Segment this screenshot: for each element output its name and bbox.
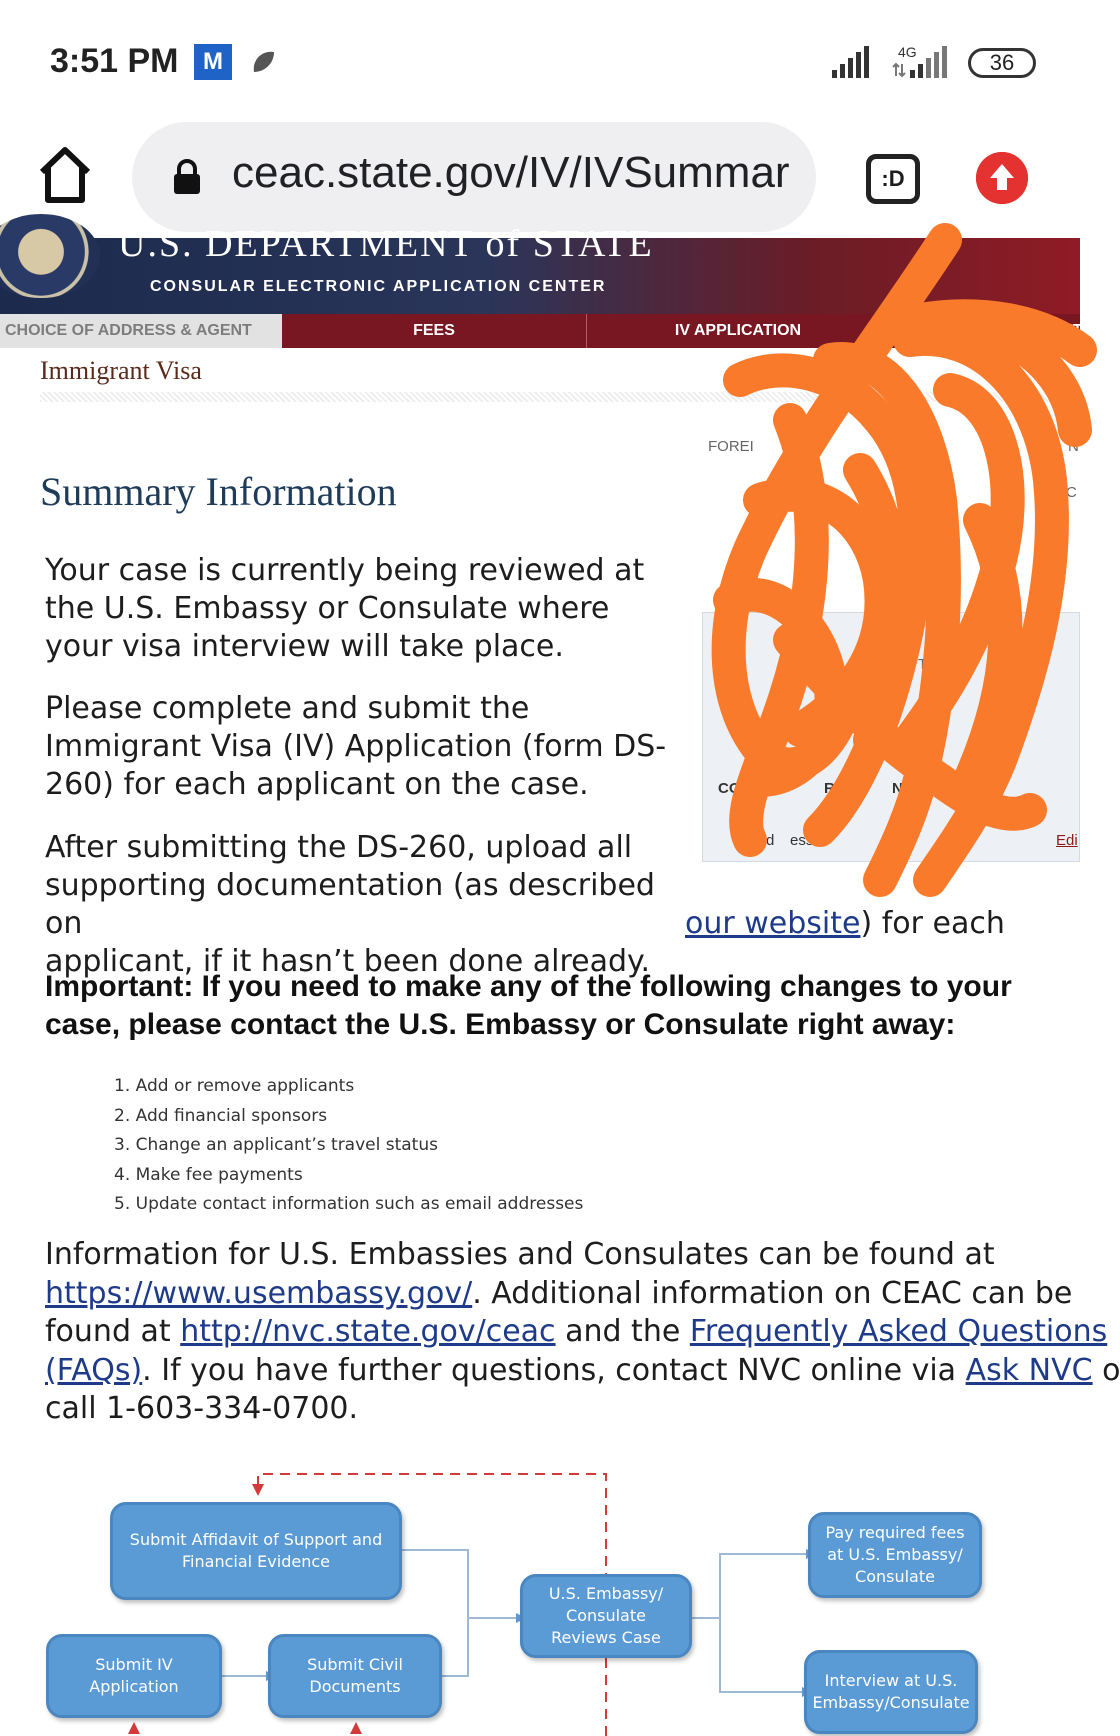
list-item: 2. Add financial sponsors xyxy=(114,1105,328,1126)
flow-box-interview: Interview at U.S. Embassy/Consulate xyxy=(804,1650,978,1734)
flow-box-submit-iv: Submit IV Application xyxy=(46,1634,222,1718)
department-title: U.S. DEPARTMENT of STATE xyxy=(118,223,654,265)
edit-link[interactable]: Edi xyxy=(1056,832,1078,849)
info-line: found at http://nvc.state.gov/ceac and the Frequently Asked Questions xyxy=(45,1314,1108,1349)
usembassy-link[interactable]: https://www.usembassy.gov/ xyxy=(45,1275,473,1311)
side-fragment: TO xyxy=(918,656,939,673)
important-notice: Important: If you need to make any of the following changes to your case, please contact the U.S. Embassy or Consulate right away: xyxy=(45,970,1012,1041)
info-paragraph xyxy=(45,1236,1120,1429)
our-website-link[interactable]: our website xyxy=(685,906,861,941)
ask-nvc-link[interactable]: Ask NVC xyxy=(965,1352,1093,1388)
redaction-scribble xyxy=(680,220,1083,920)
tab-switcher-icon[interactable]: :D xyxy=(866,154,920,204)
lock-icon xyxy=(172,158,202,196)
process-flowchart xyxy=(0,1450,1080,1736)
side-fragment: d xyxy=(766,832,775,849)
changes-list xyxy=(114,1072,583,1220)
para3-text-a: After submitting the DS-260, upload all supporting documentation (as described on xyxy=(45,830,655,941)
info-line: Information for U.S. Embassies and Consulates can be found at xyxy=(45,1237,995,1272)
status-bar xyxy=(0,0,1080,118)
leaf-icon xyxy=(250,48,276,76)
info-line: (FAQs). If you have further questions, contact NVC online via Ask NVC o xyxy=(45,1352,1120,1388)
page-title: Summary Information xyxy=(40,469,397,514)
faq-link[interactable]: Frequently Asked Questions xyxy=(689,1314,1108,1349)
flow-box-consulate-review: U.S. Embassy/ Consulate Reviews Case xyxy=(520,1574,692,1658)
battery-indicator: 36 xyxy=(968,48,1036,78)
info-line: https://www.usembassy.gov/. Additional information on CEAC can be xyxy=(45,1275,1073,1311)
list-item: 4. Make fee payments xyxy=(114,1164,303,1185)
side-fragment: CO xyxy=(718,780,741,797)
info-line: call 1-603-334-0700. xyxy=(45,1391,359,1426)
section-label: Immigrant Visa xyxy=(40,356,202,385)
nav-fees[interactable]: FEES xyxy=(413,322,455,339)
para3-text-b: ) for each applicant, if it hasn’t been done already. xyxy=(45,906,1005,979)
side-fragment: esses xyxy=(790,832,830,849)
home-icon[interactable] xyxy=(38,146,92,204)
flow-box-civil-documents: Submit Civil Documents xyxy=(268,1634,442,1718)
status-time: 3:51 PM xyxy=(50,42,179,80)
side-fragment: FOREI xyxy=(708,438,754,455)
department-subtitle: CONSULAR ELECTRONIC APPLICATION CENTER xyxy=(150,278,607,295)
flow-box-affidavit: Submit Affidavit of Support and Financial Evidence xyxy=(110,1502,402,1600)
nav-choice-of-address[interactable]: CHOICE OF ADDRESS & AGENT xyxy=(0,314,282,348)
summary-paragraph-1: Your case is currently being reviewed at the U.S. Embassy or Consulate where your visa interview will take place. xyxy=(45,553,645,664)
notification-m-icon: M xyxy=(194,44,232,80)
summary-paragraph-2: Please complete and submit the Immigrant Visa (IV) Application (form DS-260) for each applicant on the case. xyxy=(45,691,667,802)
address-bar[interactable] xyxy=(132,122,816,232)
side-fragment: C xyxy=(1066,484,1077,501)
nav-iv-application[interactable]: IV APPLICATION xyxy=(674,322,802,339)
network-type-label: 4G xyxy=(898,44,917,60)
nvc-ceac-link[interactable]: http://nvc.state.gov/ceac xyxy=(180,1314,556,1349)
nav-documents[interactable]: DOCUMENT xyxy=(990,322,1083,339)
signal-strength-icon xyxy=(832,44,876,78)
signal-strength-2-icon xyxy=(892,44,952,78)
side-fragment: N xyxy=(892,780,903,797)
side-fragment: RMAT xyxy=(824,780,867,797)
side-fragment: N xyxy=(1068,438,1079,455)
list-item: 1. Add or remove applicants xyxy=(114,1076,355,1096)
flow-box-pay-fees: Pay required fees at U.S. Embassy/ Consulate xyxy=(808,1512,982,1598)
url-text[interactable]: ceac.state.gov/IV/IVSummar xyxy=(232,148,790,197)
faq-link-suffix[interactable]: (FAQs) xyxy=(45,1352,143,1388)
update-arrow-icon[interactable] xyxy=(976,152,1028,204)
list-item: 3. Change an applicant’s travel status xyxy=(114,1135,438,1155)
list-item: 5. Update contact information such as email addresses xyxy=(114,1194,584,1214)
